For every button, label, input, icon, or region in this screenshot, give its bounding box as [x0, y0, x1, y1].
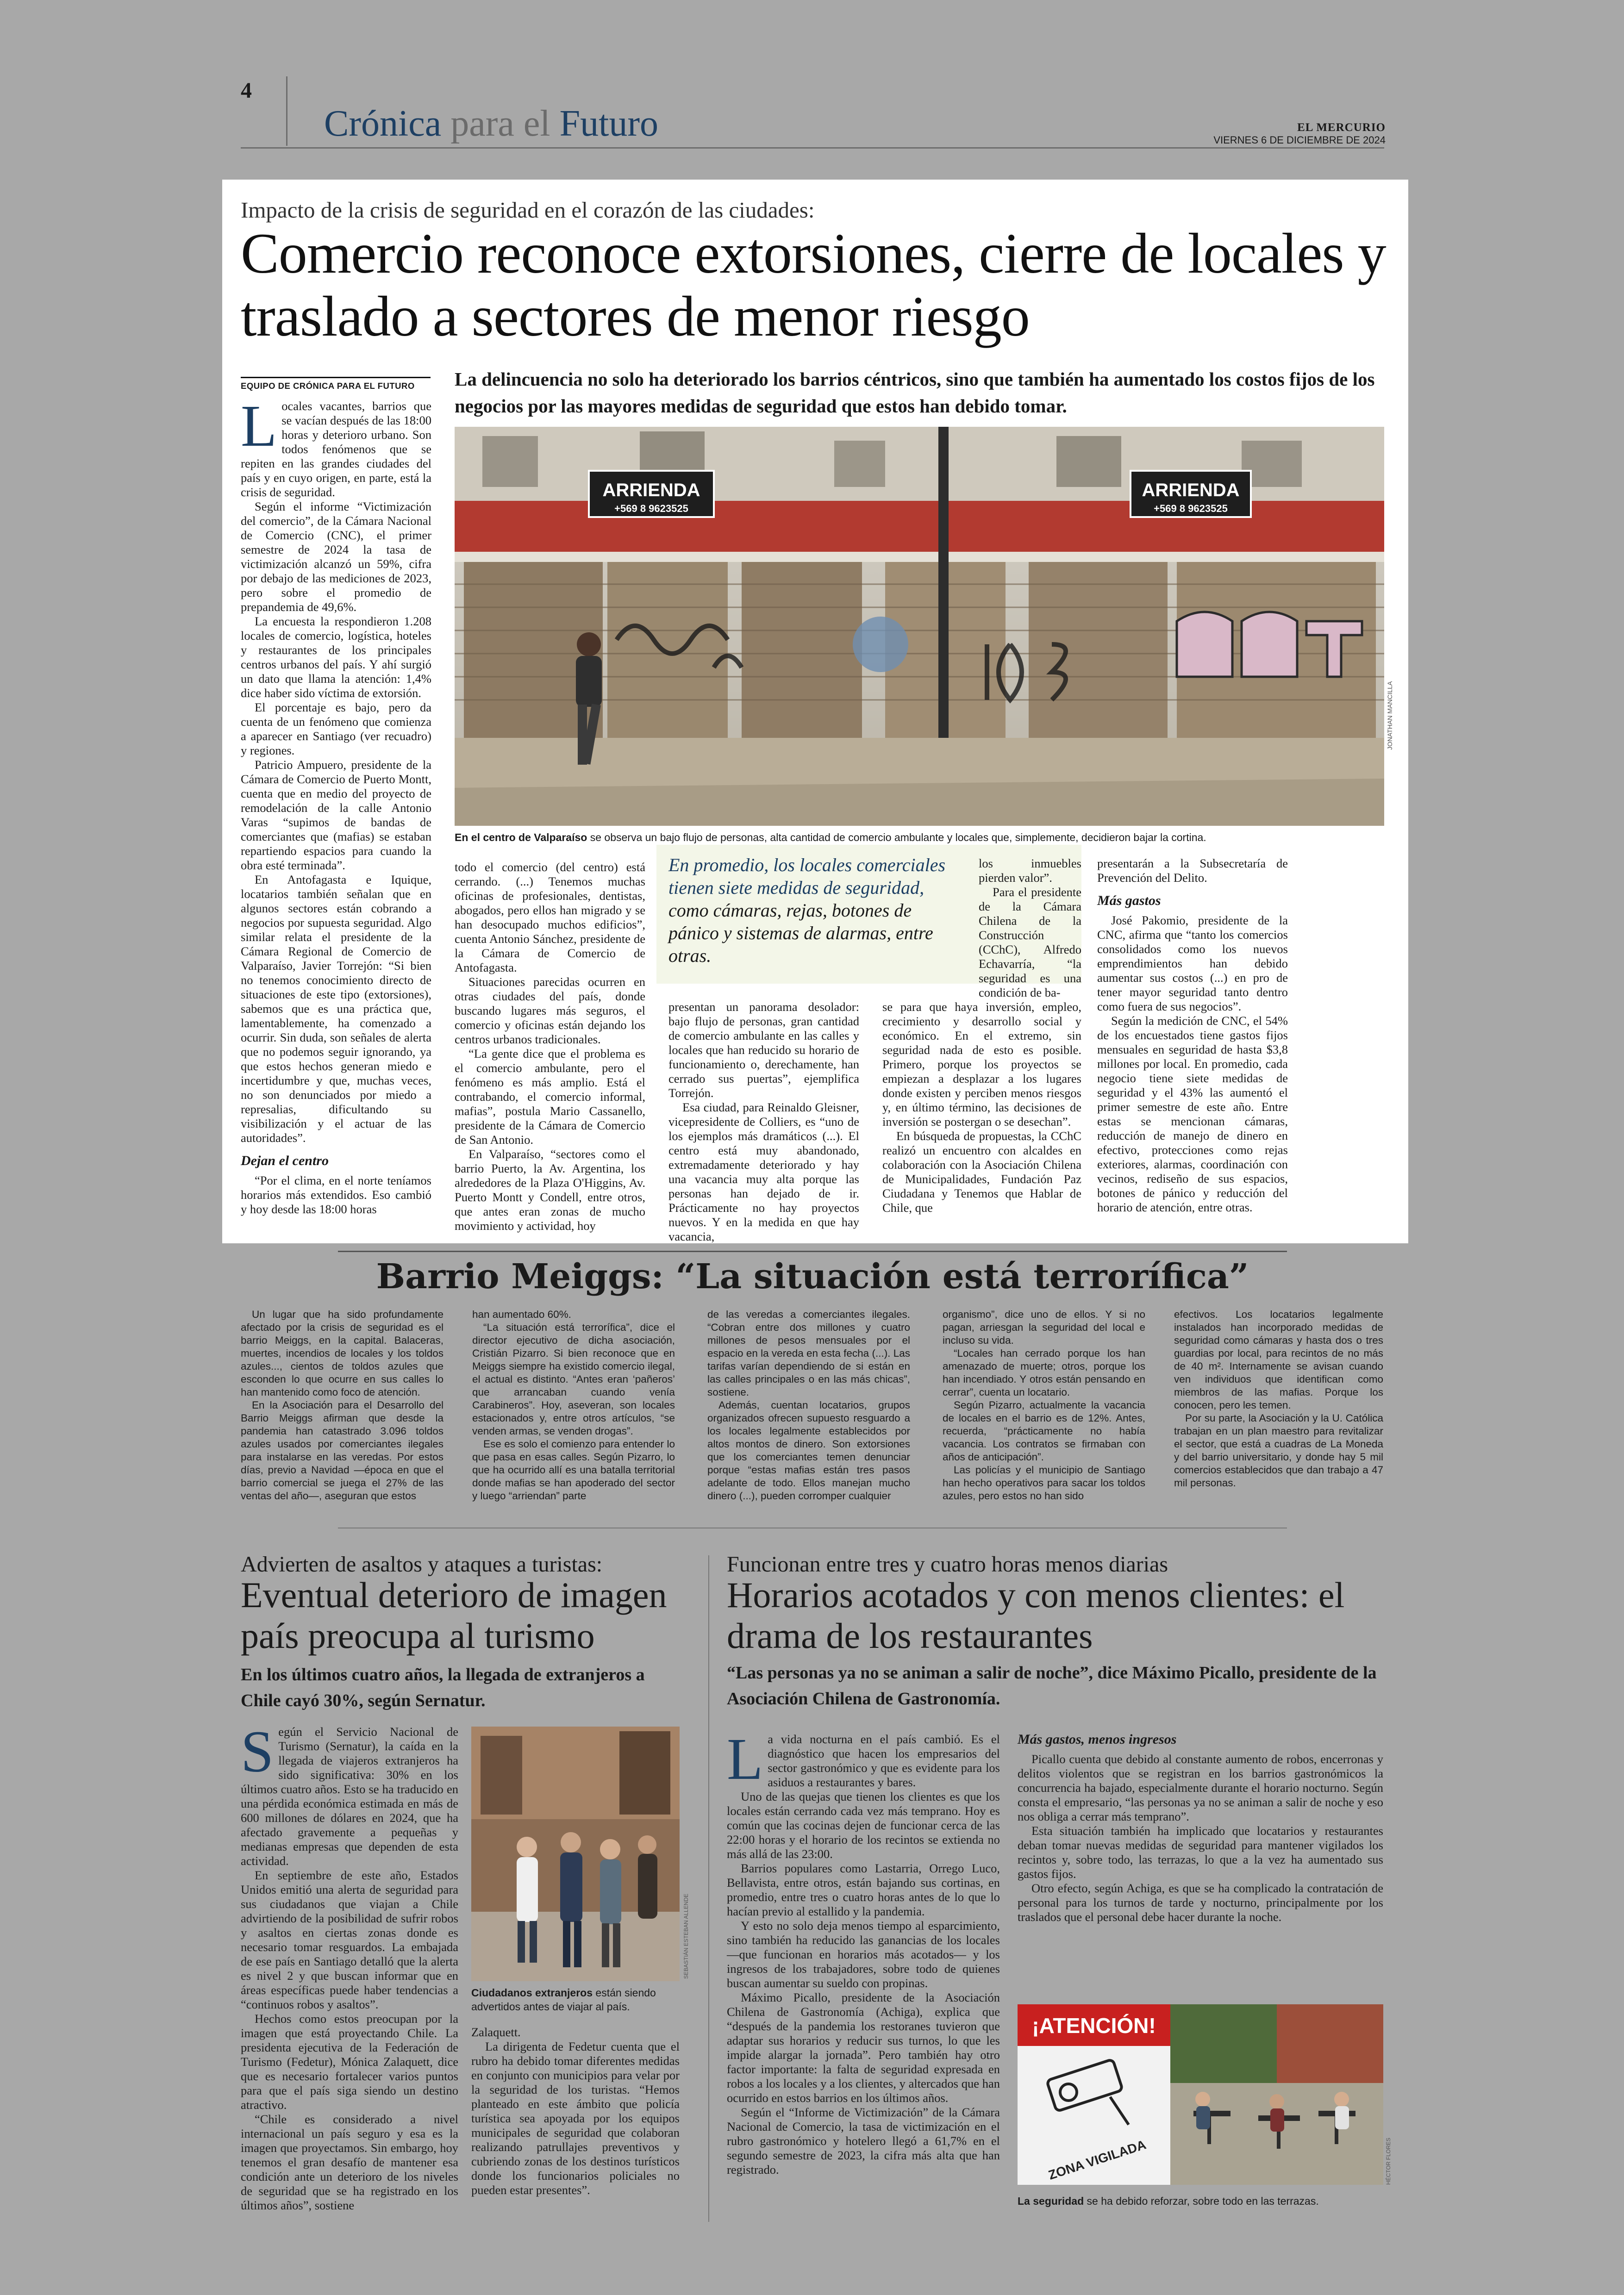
main-column-2 [455, 860, 645, 1233]
photo-caption [1018, 2194, 1383, 2208]
paragraph: Un lugar que ha sido profundamente afectado por la crisis de seguridad es el barrio Meiggs, en la capital. Balaceras, muertes, incendios de locales y los toldos azules..., cientos de toldos azules que esconden lo que ocurre en sus calles lo han mantenido como foco de atención. [241, 1309, 443, 1398]
sign-zona-vigilada: ZONA VIGILADA [1046, 2137, 1148, 2183]
paragraph: Hechos como estos preocupan por la imagen que está proyectando Chile. La presidenta ejecutiva de la Federación de Turismo (Fedetur), Mónica Zalaquett, dice que es necesario fortalecer varios puntos para que el país siga siendo un destino atractivo. [241, 2012, 458, 2112]
dropcap: L [727, 1726, 763, 1792]
paragraph: Uno de las quejas que tienen los clientes es que los locales están cerrando cada vez más temprano. Hoy es común que las cocinas dejen de funcionar cerca de las 22:00 horas y el horario de los recintos se extienda no más allá de las 23:00. [727, 1790, 1000, 1861]
paragraph: Por su parte, la Asociación y la U. Católica trabajan en un plan maestro para revitalizar el sector, que está a cuadras de La Moneda y del barrio universitario, y donde hay 5 mil comercios establecidos que dan trabajo a 47 mil personas. [1174, 1412, 1383, 1489]
subheading: Más gastos [1097, 893, 1161, 908]
bottom-divider [708, 1555, 709, 2222]
tourism-deck: En los últimos cuatro años, la llegada de extranjeros a Chile cayó 30%, según Sernatur. [241, 1665, 645, 1710]
paragraph: Según el informe “Victimización del comercio”, de la Cámara Nacional de Comercio (CNC), el primer semestre de 2024 la tasa de victimización alcanzó un 59%, cifra por debajo de las mediciones de 2023, pero sobre el promedio de prepandemia de 49,6%. [241, 499, 431, 614]
paragraph: Ese es solo el comienzo para entender lo que pasa en esas calles. Según Pizarro, lo que ha ocurrido allí es una batalla territorial donde mafias se han apoderado del sector y luego “arriendan” parte [472, 1438, 675, 1502]
photo-caption [471, 1986, 680, 2014]
sign-arrienda-2: ARRIENDA [1142, 480, 1240, 500]
paragraph: “La situación está terrorífica”, dice el director ejecutivo de dicha asociación, Cristián Pizarro. Si bien reconoce que en Meiggs siempre ha existido comercio ilegal, el actual es distinto. “Antes eran ‘pañeros’ que arrancaban cuando venía Carabineros”. Hoy, aseveran, son locales estacionados y, entre otros artículos, “se venden armas, se venden drogas”. [472, 1322, 675, 1437]
paragraph: Las policías y el municipio de Santiago han hecho operativos para sacar los toldos azules, pero estos no han sido [943, 1464, 1145, 1502]
pullquote-rest: como cámaras, rejas, botones de pánico y sistemas de alarmas, entre otras. [668, 900, 933, 966]
paragraph: Esta situación también ha implicado que locatarios y restaurantes deban tomar nuevas medidas de seguridad para mantener vigilados los recintos y, sobre todo, las terrazas, lo que a la vez ha aumentado sus gastos fijos. [1018, 1824, 1383, 1881]
paragraph: efectivos. Los locatarios legalmente instalados han incorporado medidas de seguridad como cámaras y hasta dos o tres guardias por local, para recintos de no más de 40 m². Internamente se avisan cuando ven individuos que identifican como miembros de las mafias. Porque los conocen, pero les temen. [1174, 1309, 1383, 1411]
caption-lead: La seguridad [1018, 2195, 1084, 2207]
restaurants-headline: Horarios acotados y con menos clientes: el drama de los restaurantes [727, 1575, 1345, 1656]
valparaiso-street-photo [455, 427, 1384, 826]
terrace-photo [1018, 2004, 1383, 2185]
paragraph: “La gente dice que el problema es el comercio ambulante, pero el fenómeno es más amplio. Está el contrabando, el comercio informal, mafias”, postula Mario Cassanello, presidente de la Cámara de Comercio de San Antonio. [455, 1047, 645, 1147]
paragraph: organismo”, dice uno de ellos. Y si no pagan, arriesgan la seguridad del local e incluso su vida. [943, 1309, 1145, 1346]
paragraph: Picallo cuenta que debido al constante aumento de robos, encerronas y delitos violentos que se registran en los barrios gastronómicos la concurrencia ha bajado, especialmente durante el horario nocturno. Según consta el empresario, “las personas ya no se animan a salir de noche y eso nos obliga a cerrar más temprano”. [1018, 1752, 1383, 1823]
tourism-column-2 [471, 2025, 680, 2197]
paragraph: ocales vacantes, barrios que se vacían después de las 18:00 horas y deterioro urbano. Son todos fenómenos que se repiten en las grandes ciudades del país y en cuyo origen, en parte, está la crisis de seguridad. [241, 399, 431, 499]
paragraph: “Chile es considerado a nivel internacional un país seguro y esa es la imagen que proyectamos. Sin embargo, hoy tenemos el gran desafío de mantener esa condición ante un deterioro de los niveles de seguridad que se ha registrado en los últimos años”, sostiene [241, 2112, 458, 2212]
section-word-3: Futuro [559, 103, 658, 144]
paragraph: presentan un panorama desolador: bajo flujo de personas, gran cantidad de comercio ambulante en las calles y locales que han reducido su horario de funcionamiento o, derechamente, han cerrado sus puertas”, ejemplifica Torrejón. [668, 1000, 859, 1100]
paragraph: han aumentado 60%. [472, 1309, 571, 1320]
paragraph: Patricio Ampuero, presidente de la Cámara de Comercio de Puerto Montt, cuenta que en medio del proyecto de remodelación de la calle Antonio Varas “supimos de bandas de comerciantes que (mafias) se estaban repartiendo espacios para cuando la obra esté terminada”. [241, 758, 431, 872]
paragraph: En septiembre de este año, Estados Unidos emitió una alerta de seguridad para sus ciudadanos que viajan a Chile advirtiendo de la posibilidad de sufrir robos y asaltos en ciertas zonas donde es necesario tomar resguardos. La embajada de ese país en Santiago detalló que la alerta es nivel 2 y que buscan informar que en áreas específicas puede haber tendencias a “continuos robos y asaltos”. [241, 1868, 458, 2011]
caption-text: se ha debido reforzar, sobre todo en las terrazas. [1084, 2195, 1319, 2207]
main-column-1 [241, 393, 431, 1216]
barrio-column-2 [472, 1308, 675, 1503]
paragraph: Para el presidente de la Cámara Chilena de la Construcción (CChC), Alfredo Echavarría, “la seguridad es una condición de ba- [979, 885, 1081, 999]
photo-caption [455, 830, 1384, 844]
tourism-headline: Eventual deterioro de imagen país preocupa al turismo [241, 1575, 667, 1656]
main-column-4 [882, 1000, 1081, 1215]
header-rule [241, 147, 1384, 149]
paragraph: Situaciones parecidas ocurren en otras ciudades del país, donde buscando lugares más seguros, el comercio y oficinas están dejando los centros urbanos tradicionales. [455, 975, 645, 1046]
caption-text: se observa un bajo flujo de personas, alta cantidad de comercio ambulante y locales que, simplemente, decidieron bajar la cortina. [587, 831, 1206, 843]
paragraph: “Locales han cerrado porque los han amenazado de muerte; otros, porque los han incendiado. Y otros están pensando en cerrar”, cuenta un locatario. [943, 1347, 1145, 1398]
paragraph: El porcentaje es bajo, pero da cuenta de un fenómeno que comienza a aparecer en Santiago (ver recuadro) y regiones. [241, 700, 431, 757]
subheading: Más gastos, menos ingresos [1018, 1732, 1177, 1747]
restaurants-kicker: Funcionan entre tres y cuatro horas menos diarias [727, 1552, 1168, 1577]
sign-arrienda-1: ARRIENDA [602, 480, 700, 500]
paragraph: La dirigenta de Fedetur cuenta que el rubro ha debido tomar diferentes medidas en conjunto con municipios para velar por la seguridad de los turistas. “Hemos planteado en este ámbito que policía turística sea apoyada por los equipos municipales de seguridad que colaboran realizando patrullajes preventivos y cubriendo zonas de los destinos turísticos donde los funcionarios policiales no pueden estar presentes”. [471, 2039, 680, 2197]
paragraph: Zalaquett. [471, 2025, 521, 2039]
paragraph: todo el comercio (del centro) está cerrando. (...) Tenemos muchas oficinas de profesionales, dentistas, abogados, pero ellos han migrado y se han desocupado muchos edificios”, cuenta Antonio Sánchez, presidente de la Cámara de Comercio de Antofagasta. [455, 860, 645, 974]
sign-phone-2: +569 8 9623525 [1154, 503, 1228, 514]
main-deck: La delincuencia no solo ha deteriorado los barrios céntricos, sino que también ha aumentado los costos fijos de los negocios por las mayores medidas de seguridad que estos han debido tomar. [455, 368, 1375, 417]
subheading: Dejan el centro [241, 1153, 329, 1168]
photo-credit: JONATHAN MANCILLA [1386, 681, 1393, 750]
paragraph: Según Pizarro, actualmente la vacancia de locales en el barrio es de 12%. Antes, recuerda, “prácticamente no había vacancia. Los contratos se firmaban con años de anticipación”. [943, 1399, 1145, 1463]
caption-lead: Ciudadanos extranjeros [471, 1987, 593, 1999]
restaurants-column-1 [727, 1726, 1000, 2177]
paragraph: “Por el clima, en el norte teníamos horarios más extendidos. Eso cambió y hoy desde las 18:00 horas [241, 1173, 431, 1216]
tourists-photo [471, 1727, 680, 1981]
dropcap: L [241, 393, 277, 459]
paragraph: los inmuebles pierden valor”. [979, 856, 1081, 885]
paragraph: a vida nocturna en el país cambió. Es el diagnóstico que hacen los empresarios del sector gastronómico y que es evidente para los asiduos a restaurantes y bares. [768, 1732, 1000, 1789]
issue-date: VIERNES 6 DE DICIEMBRE DE 2024 [1213, 134, 1386, 146]
paragraph: Barrios populares como Lastarria, Orrego Luco, Bellavista, entre otros, están bajando sus cortinas, en promedio, entre tres o cuatro horas antes de lo que lo hacían previo al estallido y la pandemia. [727, 1861, 1000, 1918]
paragraph: Y esto no solo deja menos tiempo al esparcimiento, sino también ha reducido las ganancias de los locales —que funcionan en horarios más acotados— y los ingresos de los trabajadores, sobre todo de quienes buscan aumentar su sueldo con propinas. [727, 1919, 1000, 1990]
restaurants-deck: “Las personas ya no se animan a salir de noche”, dice Máximo Picallo, presidente de la Asociación Chilena de Gastronomía. [727, 1663, 1377, 1709]
sign-atencion: ¡ATENCIÓN! [1032, 2014, 1156, 2038]
paragraph: egún el Servicio Nacional de Turismo (Sernatur), la caída en la llegada de viajeros extranjeros ha sido significativa: 30% en los últimos cuatro años. Esto se ha traducido en una pérdida económica estimada en más de 600 millones de dólares en 2024, que ha afectado gravemente a pequeñas y medianas empresas que dependen de esta actividad. [241, 1725, 458, 1868]
paragraph: En búsqueda de propuestas, la CChC realizó un encuentro con alcaldes en colaboración con la Asociación Chilena de Municipalidades, Fundación Paz Ciudadana y Tenemos que Hablar de Chile, que [882, 1129, 1081, 1215]
barrio-column-3 [707, 1308, 910, 1503]
paragraph: En la Asociación para el Desarrollo del Barrio Meiggs afirman que desde la pandemia han catastrado 3.096 toldos azules usados por comerciantes ilegales para instalarse en las veredas. Por estos días, previo a Navidad —época en que el barrio comercial se juega el 27% de las ventas del año—, aseguran que estos [241, 1399, 443, 1502]
paragraph: de las veredas a comerciantes ilegales. “Cobran entre dos millones y cuatro millones de pesos mensuales por el espacio en la vereda en esta fecha (...). Las tarifas varían dependiendo de si están en las calles principales o en las más chicas”, sostiene. [707, 1309, 910, 1398]
paragraph: Según la medición de CNC, el 54% de los encuestados tiene gastos fijos mensuales en seguridad de hasta $3,8 millones por local. En promedio, cada negocio tiene siete medidas de seguridad y el 43% las aumentó el primer semestre de este año. Entre estas se mencionan cámaras, reducción de manejo de dinero en efectivo, protecciones como rejas exteriores, alarmas, coordinación con vecinos, rediseño de sus espacios, botones de pánico y reducción del horario de atención, entre otras. [1097, 1014, 1288, 1214]
byline: EQUIPO DE CRÓNICA PARA EL FUTURO [241, 377, 431, 391]
barrio-column-1 [241, 1308, 443, 1503]
barrio-title: Barrio Meiggs: “La situación está terrorífica” [376, 1257, 1249, 1297]
paragraph: La encuesta la respondieron 1.208 locales de comercio, logística, hoteles y restaurantes de los principales centros urbanos del país. Y ahí surgió un dato que llama la atención: 1,4% dice haber sido víctima de extorsión. [241, 614, 431, 700]
pullquote [668, 854, 956, 967]
section-title [324, 103, 658, 145]
paragraph: se para que haya inversión, empleo, crecimiento y desarrollo social y económico. En el extremo, sin seguridad nada de esto es posible. Primero, porque los proyectos se empiezan a desplazar a los lugares donde existen y perciben menos riesgos y, en último término, las decisiones de inversión se postergan o se desechan”. [882, 1000, 1081, 1129]
photo-credit: SEBASTIÁN ESTEBAN ALLENDE [683, 1893, 689, 1979]
dropcap: S [241, 1719, 274, 1784]
tourism-kicker: Advierten de asaltos y ataques a turistas: [241, 1552, 603, 1577]
pullquote-lead: En promedio, los locales comerciales tienen siete medidas de seguridad, [668, 854, 946, 898]
header-divider [286, 76, 287, 146]
main-column-5 [1097, 856, 1288, 1215]
caption-text: están siendo advertidos antes de viajar al país. [471, 1987, 656, 2013]
photo-credit: HÉCTOR FLORES [1385, 2138, 1392, 2185]
main-headline: Comercio reconoce extorsiones, cierre de locales y traslado a sectores de menor riesgo [241, 222, 1386, 348]
paragraph: Además, cuentan locatarios, grupos organizados ofrecen supuesto resguardo a los locales legalmente establecidos por altos montos de dinero. Son extorsiones que los comerciantes temen denunciar porque “estas mafias están tres pasos adelante de todo. Ellos manejan mucho dinero (...), pueden corromper cualquier [707, 1399, 910, 1502]
section-word-1: Crónica [324, 103, 442, 144]
paragraph: En Valparaíso, “sectores como el barrio Puerto, la Av. Argentina, los alrededores de la Plaza O'Higgins, Av. Puerto Montt y Condell, entre otros, que antes eran zonas de mucho movimiento y actividad, hoy [455, 1147, 645, 1233]
section-word-2: para el [450, 103, 550, 144]
paragraph: presentarán a la Subsecretaría de Prevención del Delito. [1097, 856, 1288, 885]
restaurants-column-2 [1018, 1732, 1383, 1924]
barrio-column-5 [1174, 1308, 1383, 1490]
barrio-top-rule [338, 1251, 1287, 1252]
main-column-3 [668, 1000, 859, 1244]
sign-phone-1: +569 8 9623525 [614, 503, 688, 514]
paragraph: Según el “Informe de Victimización” de la Cámara Nacional de Comercio, la tasa de victimización en el rubro gastronómico y hotelero llegó a 61,7% en el segundo semestre de 2023, la cifra más alta que han registrado. [727, 2105, 1000, 2177]
caption-lead: En el centro de Valparaíso [455, 831, 587, 843]
paragraph: Máximo Picallo, presidente de la Asociación Chilena de Gastronomía (Achiga), explica que “después de la pandemia los restoranes tuvieron que adaptar sus horarios y reducir sus turnos, lo que les impide alargar la jornada”. Pero también hay otro factor importante: la falta de seguridad expresada en robos a los locales y a los clientes, y altercados que han ocurrido en estos barrios en los últimos años. [727, 1990, 1000, 2105]
tourism-column-1 [241, 1719, 458, 2213]
page-number: 4 [241, 78, 252, 103]
paragraph: José Pakomio, presidente de la CNC, afirma que “tanto los comercios consolidados como los nuevos emprendimientos han debido aumentar sus costos (...) en pro de tener mayor seguridad tanto dentro como fuera de sus negocios”. [1097, 913, 1288, 1013]
paragraph: En Antofagasta e Iquique, locatarios también señalan que en algunos sectores están cobrando a negocios por supuesta seguridad. Algo similar relata el presidente de la Cámara Regional de Comercio de Valparaíso, Javier Torrejón: “Si bien no tenemos conocimiento directo de situaciones de este tipo (extorsiones), sabemos que es una práctica que, lamentablemente, ha comenzado a ocurrir. Sin duda, son señales de alerta que no podemos seguir ignorando, ya que estos hechos generan miedo e incertidumbre y que, muchas veces, no son denunciados por miedo a represalias, dificultando su visibilización y el actuar de las autoridades”. [241, 873, 431, 1145]
main-column-4-top [979, 856, 1081, 1000]
barrio-column-4 [943, 1308, 1145, 1503]
main-kicker: Impacto de la crisis de seguridad en el corazón de las ciudades: [241, 197, 815, 223]
paragraph: Otro efecto, según Achiga, es que se ha complicado la contratación de personal para los turnos de tarde y nocturno, principalmente por los traslados que el personal debe hacer durante la noche. [1018, 1881, 1383, 1924]
newspaper-name: EL MERCURIO [1297, 121, 1386, 134]
paragraph: Esa ciudad, para Reinaldo Gleisner, vicepresidente de Colliers, es “uno de los ejemplos más dramáticos (...). El centro está muy abandonado, extremadamente deteriorado y hay una vacancia muy alta porque las personas han dejado de ir. Prácticamente no hay proyectos nuevos. Y en la medida en que hay vacancia, [668, 1100, 859, 1243]
